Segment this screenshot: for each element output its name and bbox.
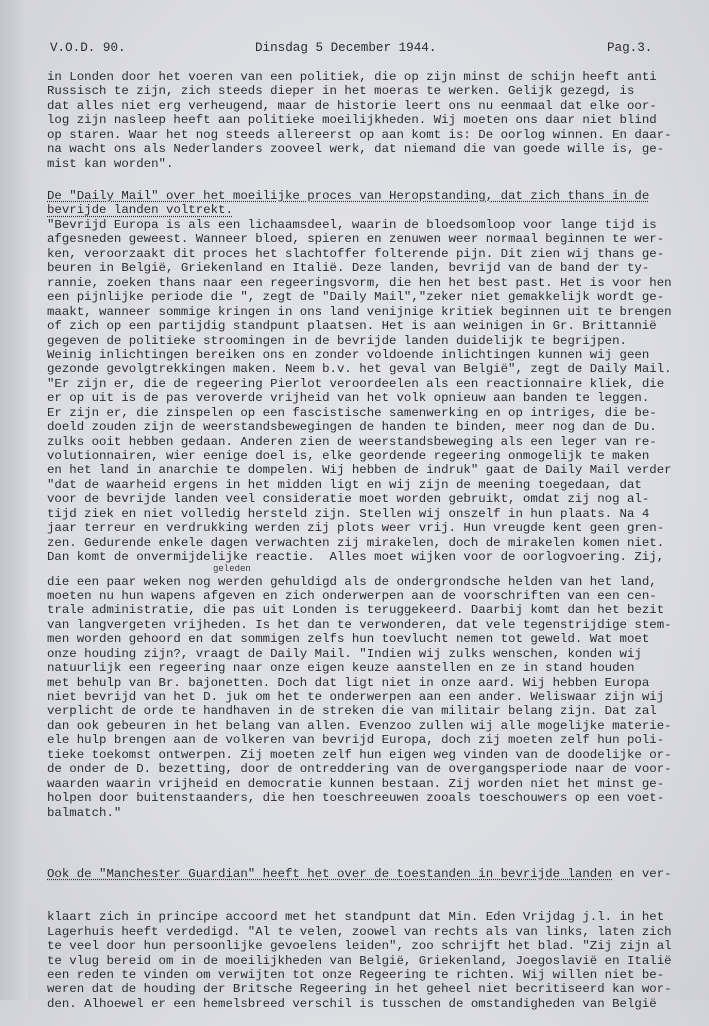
text-line: moeten nu hun wapens afgeven en zich onderwerpen aan de voorschriften van een cen-	[47, 588, 657, 603]
text-line: "Er zijn er, die de regeering Pierlot veroordeelen als een reactionnaire kliek, die	[47, 376, 665, 391]
text-line: de onder de D. bezetting, door de ontreddering van de overgangsperiode naar de voor-	[47, 762, 672, 777]
text-line: te vlug bereid om in de moeilijkheden van België, Griekenland, Joegoslavië en Italië	[47, 953, 672, 968]
text-line: afgesneden geweest. Wanneer bloed, spieren en zenuwen weer normaal beginnen te wer-	[47, 232, 665, 247]
text-line: verplicht de orde te handhaven in de streken die van militair belang zijn. Dat zal	[47, 704, 657, 719]
text-line: beuren in België, Griekenland en Italië. Deze landen, bevrijd van de band der ty-	[47, 261, 650, 276]
text-line: tieke toekomst ontwerpen. Zij moeten zelf hun eigen weg vinden van de doodelijke or-	[47, 747, 672, 762]
text-line: dan ook gebeuren in het belang van allen. Evenzoo zullen wij alle mogelijke materie-	[47, 718, 672, 733]
text-line: bevrijde landen voltrekt.	[47, 203, 233, 218]
text-line: onze houding zijn?, vraagt de Daily Mail. "Indien wij zulks wenschen, konden wij	[47, 646, 642, 661]
text-line: weren dat de houding der Britsche Regeering in het geheel niet becritiseerd kan wor-	[47, 982, 672, 997]
text-line: men worden gehoord en dat sommigen zelfs hun toevlucht nemen tot geweld. Wat moet	[47, 632, 650, 647]
text-line: van langvergeten vrijheden. Is het dan te verwonderen, dat vele tegenstrijdige stem-	[47, 617, 672, 632]
text-line: den. Alhoewel er een hemelsbreed verschil is tusschen de omstandigheden van België	[47, 996, 657, 1011]
text-line: dat alles niet erg verheugend, maar de historie leert ons nu eenmaal dat elke oor-	[47, 98, 657, 113]
text-line: niet bevrijd van het D. juk om het te onderwerpen aan een ander. Weliswaar zijn wij	[47, 690, 665, 704]
text-line: jaar terreur en verdrukking werden zij plots weer vrij. Hun vreugde kent geen gren-	[47, 521, 665, 536]
text-line: "Bevrijd Europa is als een lichaamsdeel, waarin de bloedsomloop voor lange tijd is	[47, 218, 657, 232]
text-line: volutionnairen, wier eenige doel is, elke geordende regeering onmogelijk te maken	[47, 449, 650, 463]
manchester-guardian-heading: Ook de "Manchester Guardian" heeft het over de toestanden in bevrijde landen	[47, 866, 613, 881]
text-line: klaart zich in principe accoord met het standpunt dat Min. Eden Vrijdag j.l. in het	[47, 910, 665, 925]
text-line: die een paar weken nog werden gehuldigd als de ondergrondsche helden van het land,	[47, 574, 657, 589]
text-line: er op uit is de pas veroverde vrijheid van het volk opnieuw aan banden te leggen.	[47, 391, 650, 406]
paragraph-continued	[47, 70, 672, 171]
text-line: met behulp van Br. bajonetten. Doch dat ligt niet in onze aard. Wij hebben Europa	[47, 675, 650, 690]
page-edge-shadow	[0, 0, 28, 1000]
text-line: Weinig inlichtingen bereiken ons en zonder voldoende inlichtingen kunnen wij geen	[47, 347, 650, 362]
text-line: en het land in anarchie te dompelen. Wij hebben de indruk" gaat de Daily Mail verder	[47, 463, 672, 478]
text-line: Russisch te zijn, zich steeds dieper in het moeras te werken. Gelijk gezegd, is	[47, 84, 635, 99]
text-line: natuurlijk een regeering naar onze eigen keuze aanstellen en ze in stand houden	[47, 661, 635, 676]
text-line: De "Daily Mail" over het moeilijke proces van Heropstanding, dat zich thans in de	[47, 189, 650, 203]
text-line: waarden waarin vrijheid en democratie kunnen bestaan. Zij worden niet het minst ge-	[47, 776, 665, 791]
text-line: na wacht ons als Nederlanders zooveel werk, dat niemand die van goede wille is, ge-	[47, 142, 665, 157]
text-line: in Londen door het voeren van een politiek, die op zijn minst de schijn heeft anti	[47, 70, 657, 84]
text-line: zulks ooit hebben gedaan. Anderen zien de weerstandsbeweging als een leger van re-	[47, 434, 657, 449]
daily-mail-body	[47, 218, 672, 820]
text-line: maakt, wanneer sommige kringen in ons land venijnige kritiek beginnen uit te brengen	[47, 304, 672, 319]
text-line: holpen door buitenstaanders, die hen toeschreeuwen zooals toeschouwers op een voet-	[47, 791, 665, 806]
text-line: zen. Gedurende enkele dagen verwachten zij mirakelen, doch de mirakelen komen niet.	[47, 535, 665, 550]
text-line: op staren. Waar het nog steeds allereerst op aan komt is: De oorlog winnen. En daar-	[47, 127, 672, 142]
text-line: log zijn nasleep heeft aan politieke moeilijkheden. Wij moeten ons daar niet blind	[47, 113, 657, 128]
text-line: of zich op een partijdig standpunt plaatsen. Het is aan weinigen in Gr. Brittannië	[47, 319, 657, 334]
body-line: en ver-	[612, 866, 672, 881]
text-line: gegeven de politieke stroomingen in de bevrijde landen duidelijk te begrijpen.	[47, 333, 627, 348]
text-line: "dat de waarheid ergens in het midden ligt en wij zijn de meening toegedaan, dat	[47, 477, 642, 492]
text-line: een pijnlijke periode die ", zegt de "Daily Mail","zeker niet gemakkelijk wordt ge-	[47, 290, 665, 305]
manchester-guardian-section	[47, 838, 672, 1026]
text-line: gezonde gevolgtrekkingen maken. Neem b.v. het geval van België", zegt de Daily Mail.	[47, 362, 672, 377]
text-line: een reden te vinden om verwijten tot onze Regeering te richten. Wij willen niet be-	[47, 968, 665, 982]
handwritten-insertion: geleden	[213, 564, 251, 574]
daily-mail-heading	[47, 189, 649, 218]
text-line: rannie, zoeken thans naar een regeeringsvorm, die hen het best past. Het is voor hen	[47, 275, 672, 290]
text-line: ele hulp brengen aan de volkeren van bevrijd Europa, doch zij moeten zelf hun poli-	[47, 733, 665, 748]
page-number: Pag.3.	[607, 41, 653, 55]
text-line: balmatch."	[47, 805, 122, 820]
text-line: trale administratie, die pas uit Londen is teruggekeerd. Daarbij komt dan het bezit	[47, 603, 665, 618]
text-line: Lagerhuis heeft verdedigd. "Al te velen, zoowel van rechts als van links, laten zich	[47, 924, 672, 939]
text-line: mist kan worden".	[47, 156, 174, 171]
text-line: voor de bevrijde landen veel consideratie moet worden gebruikt, omdat zij nog al-	[47, 492, 650, 507]
text-line: doeld zouden zijn de weerstandsbewegingen de handen te binden, meer nog dan de Du.	[47, 420, 657, 435]
document-date: Dinsdag 5 December 1944.	[255, 41, 437, 55]
text-line: te veel door hun persoonlijke gevoelens leiden", zoo schrijft het blad. "Zij zijn al	[47, 939, 672, 954]
text-line: tijd ziek en niet volledig hersteld zijn. Stellen wij onszelf in hun plaats. Na 4	[47, 506, 650, 521]
document-reference: V.O.D. 90.	[50, 41, 126, 55]
text-line: Er zijn er, die zinspelen op een fascistische samenwerking en op intriges, die be-	[47, 405, 657, 420]
text-line: Dan komt de onvermijdelijke reactie. Alles moet wijken voor de oorlogvoering. Zij,	[47, 550, 665, 565]
text-line: ken, veroorzaakt dit proces het slachtoffer folterende pijn. Dit zien wij thans ge-	[47, 246, 665, 261]
